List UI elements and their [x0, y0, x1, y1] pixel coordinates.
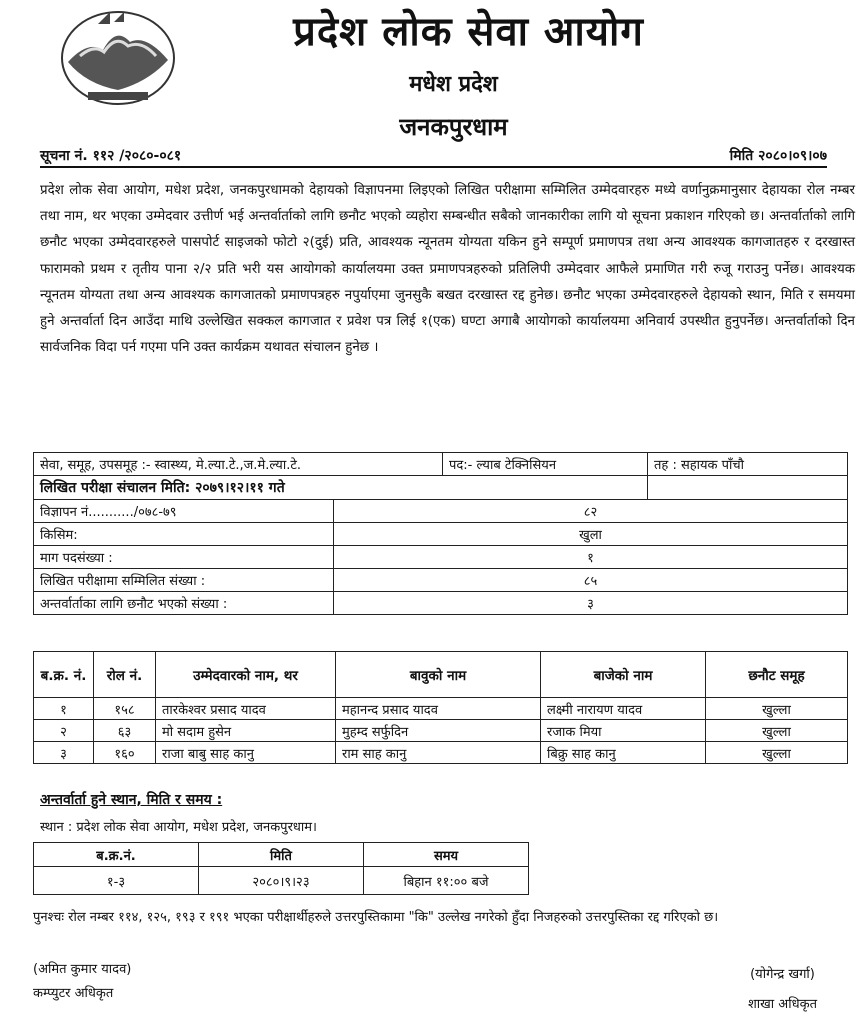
cell-sn: २ — [34, 720, 94, 742]
table-row — [34, 523, 848, 546]
col-father: बावुको नाम — [336, 652, 541, 698]
page-title: प्रदेश लोक सेवा आयोग — [293, 9, 644, 55]
interview-place: स्थान : प्रदेश लोक सेवा आयोग, मधेश प्रदेश, जनकपुरधाम। — [40, 820, 317, 835]
cell-sn: ३ — [34, 742, 94, 764]
signatory-title: शाखा अधिकृत — [747, 997, 817, 1012]
cell-name: मो सदाम हुसेन — [156, 720, 336, 742]
signature-right — [748, 960, 817, 1020]
notice-paragraph: प्रदेश लोक सेवा आयोग, मधेश प्रदेश, जनकपुरधामको देहायको विज्ञापनमा लिइएको लिखित परीक्षामा सम्मिलित उम्मेदवारहरु मध्ये वर्णानुक्रमानुसार देहायका रोल नम्बर तथा नाम, थर भएका उम्मेदवार उत्तीर्ण भई अन्तर्वार्ताको लागि छनौट भएको व्यहोरा सम्बन्धीत सबैको जानकारीका लागि यो सूचना प्रकाशन गरिएको छ। अन्तर्वार्ताको लागि छनौट भएका उम्मेदवारहरुले पासपोर्ट साइजको फोटो २(दुई) प्रति, आवश्यक न्यूनतम योग्यता यकिन हुने सम्पूर्ण प्रमाणपत्र तथा अन्य आवश्यक कागजातहरु र दरखास्त फारामको प्रथम र तृतीय पाना २/२ प्रति भरी यस आयोगको कार्यालयमा उक्त प्रमाणपत्रहरुको प्रतिलिपी उम्मेदवार आफैले प्रमाणित गरी रुजू गराउनु पर्नेछ। आवश्यक न्यूनतम योग्यता तथा अन्य आवश्यक कागजातको प्रमाणपत्रहरु नपुर्याएमा जुनसुकै बखत दरखास्त रद्द हुनेछ। छनौट भएका उम्मेदवारहरुले देहायको स्थान, मिति र समयमा हुने अन्तर्वार्ता दिन आउँदा माथि उल्लेखित सक्कल कागजात र प्रवेश पत्र लिई १(एक) घण्टा अगाबै आयोगको कार्यालयमा अनिवार्य उपस्थीत हुनुपर्नेछ। अन्तर्वार्ताको दिन सार्वजनिक विदा पर्न गएमा पनि उक्त कार्यक्रम यथावत संचालन हुनेछ । — [40, 183, 855, 356]
post-cell: पद:- ल्याब टेक्निसियन — [443, 453, 648, 476]
table-row — [34, 546, 848, 569]
table-row — [34, 569, 848, 592]
col-name: उम्मेदवारको नाम, थर — [156, 652, 336, 698]
cell-roll: ६३ — [94, 720, 156, 742]
col-group: छनौट समूह — [706, 652, 848, 698]
cell-time: बिहान ११:०० बजे — [364, 867, 529, 895]
table-row — [34, 500, 848, 523]
exam-date-cell: लिखित परीक्षा संचालन मिति: २०७९।१२।११ गते — [34, 476, 648, 500]
cell-roll: १५८ — [94, 698, 156, 720]
cell-date: २०८०।९।२३ — [199, 867, 364, 895]
col-grandfather: बाजेको नाम — [541, 652, 706, 698]
candidates-table — [33, 651, 848, 764]
notice-date: मिति २०८०।०९।०७ — [729, 148, 827, 164]
info-label: विज्ञापन नं.........../०७८-७९ — [34, 500, 334, 523]
province-name: मधेश प्रदेश — [409, 72, 498, 97]
service-cell: सेवा, समूह, उपसमूह :- स्वास्थ्य, मे.ल्या.टे.,ज.मे.ल्या.टे. — [34, 453, 443, 476]
table-header-row — [34, 652, 848, 698]
table-header-row — [34, 843, 529, 867]
info-value: ८२ — [334, 500, 848, 523]
info-value: १ — [334, 546, 848, 569]
cell-group: खुल्ला — [706, 698, 848, 720]
city-name: जनकपुरधाम — [399, 113, 508, 141]
cell-group: खुल्ला — [706, 720, 848, 742]
postscript-note: पुनश्चः रोल नम्बर ११४, १२५, १९३ र १९१ भएका परीक्षार्थीहरुले उत्तरपुस्तिकामा "कि" उल्लेख नगरेको हुँदा निजहरुको उत्तरपुस्तिका रद्द गरिएको छ। — [33, 910, 719, 925]
info-label: किसिम: — [34, 523, 334, 546]
cell-roll: १६० — [94, 742, 156, 764]
cell-grandfather: रजाक मिया — [541, 720, 706, 742]
signatory-title: कम्प्युटर अधिकृत — [33, 986, 114, 1001]
info-label: लिखित परीक्षामा सम्मिलित संख्या : — [34, 569, 334, 592]
table-row — [34, 698, 848, 720]
notice-row — [40, 146, 827, 168]
cell-name: तारकेश्वर प्रसाद यादव — [156, 698, 336, 720]
table-row — [34, 742, 848, 764]
signatory-name: (अमित कुमार यादव) — [33, 962, 132, 977]
col-roll: रोल नं. — [94, 652, 156, 698]
info-label: माग पदसंख्या : — [34, 546, 334, 569]
info-value: ८५ — [334, 569, 848, 592]
cell-sn: १ — [34, 698, 94, 720]
col-sn: ब.क्र.नं. — [34, 843, 199, 867]
signatory-name: (योगेन्द्र खर्गा) — [750, 967, 815, 982]
table-row — [34, 867, 529, 895]
info-value: ३ — [334, 592, 848, 615]
col-time: समय — [364, 843, 529, 867]
level-cell: तह : सहायक पाँचौ — [648, 453, 848, 476]
cell-father: मुहम्द सर्फुदिन — [336, 720, 541, 742]
empty-cell — [648, 476, 848, 500]
col-sn: ब.क्र. नं. — [34, 652, 94, 698]
cell-sn: १-३ — [34, 867, 199, 895]
interview-schedule-table — [33, 842, 529, 895]
info-label: अन्तर्वार्ताका लागि छनौट भएको संख्या : — [34, 592, 334, 615]
interview-heading: अन्तर्वार्ता हुने स्थान, मिति र समय : — [40, 792, 223, 808]
table-row — [34, 592, 848, 615]
col-date: मिति — [199, 843, 364, 867]
cell-group: खुल्ला — [706, 742, 848, 764]
table-row — [34, 453, 848, 476]
cell-father: राम साह कानु — [336, 742, 541, 764]
cell-grandfather: बिक्रु साह कानु — [541, 742, 706, 764]
cell-name: राजा बाबु साह कानु — [156, 742, 336, 764]
cell-father: महानन्द प्रसाद यादव — [336, 698, 541, 720]
notice-number: सूचना नं. ११२ /२०८०-०८१ — [40, 148, 182, 164]
info-value: खुला — [334, 523, 848, 546]
exam-info-table — [33, 452, 848, 615]
cell-grandfather: लक्ष्मी नारायण यादव — [541, 698, 706, 720]
table-row — [34, 720, 848, 742]
signature-left — [33, 958, 131, 1006]
table-row — [34, 476, 848, 500]
